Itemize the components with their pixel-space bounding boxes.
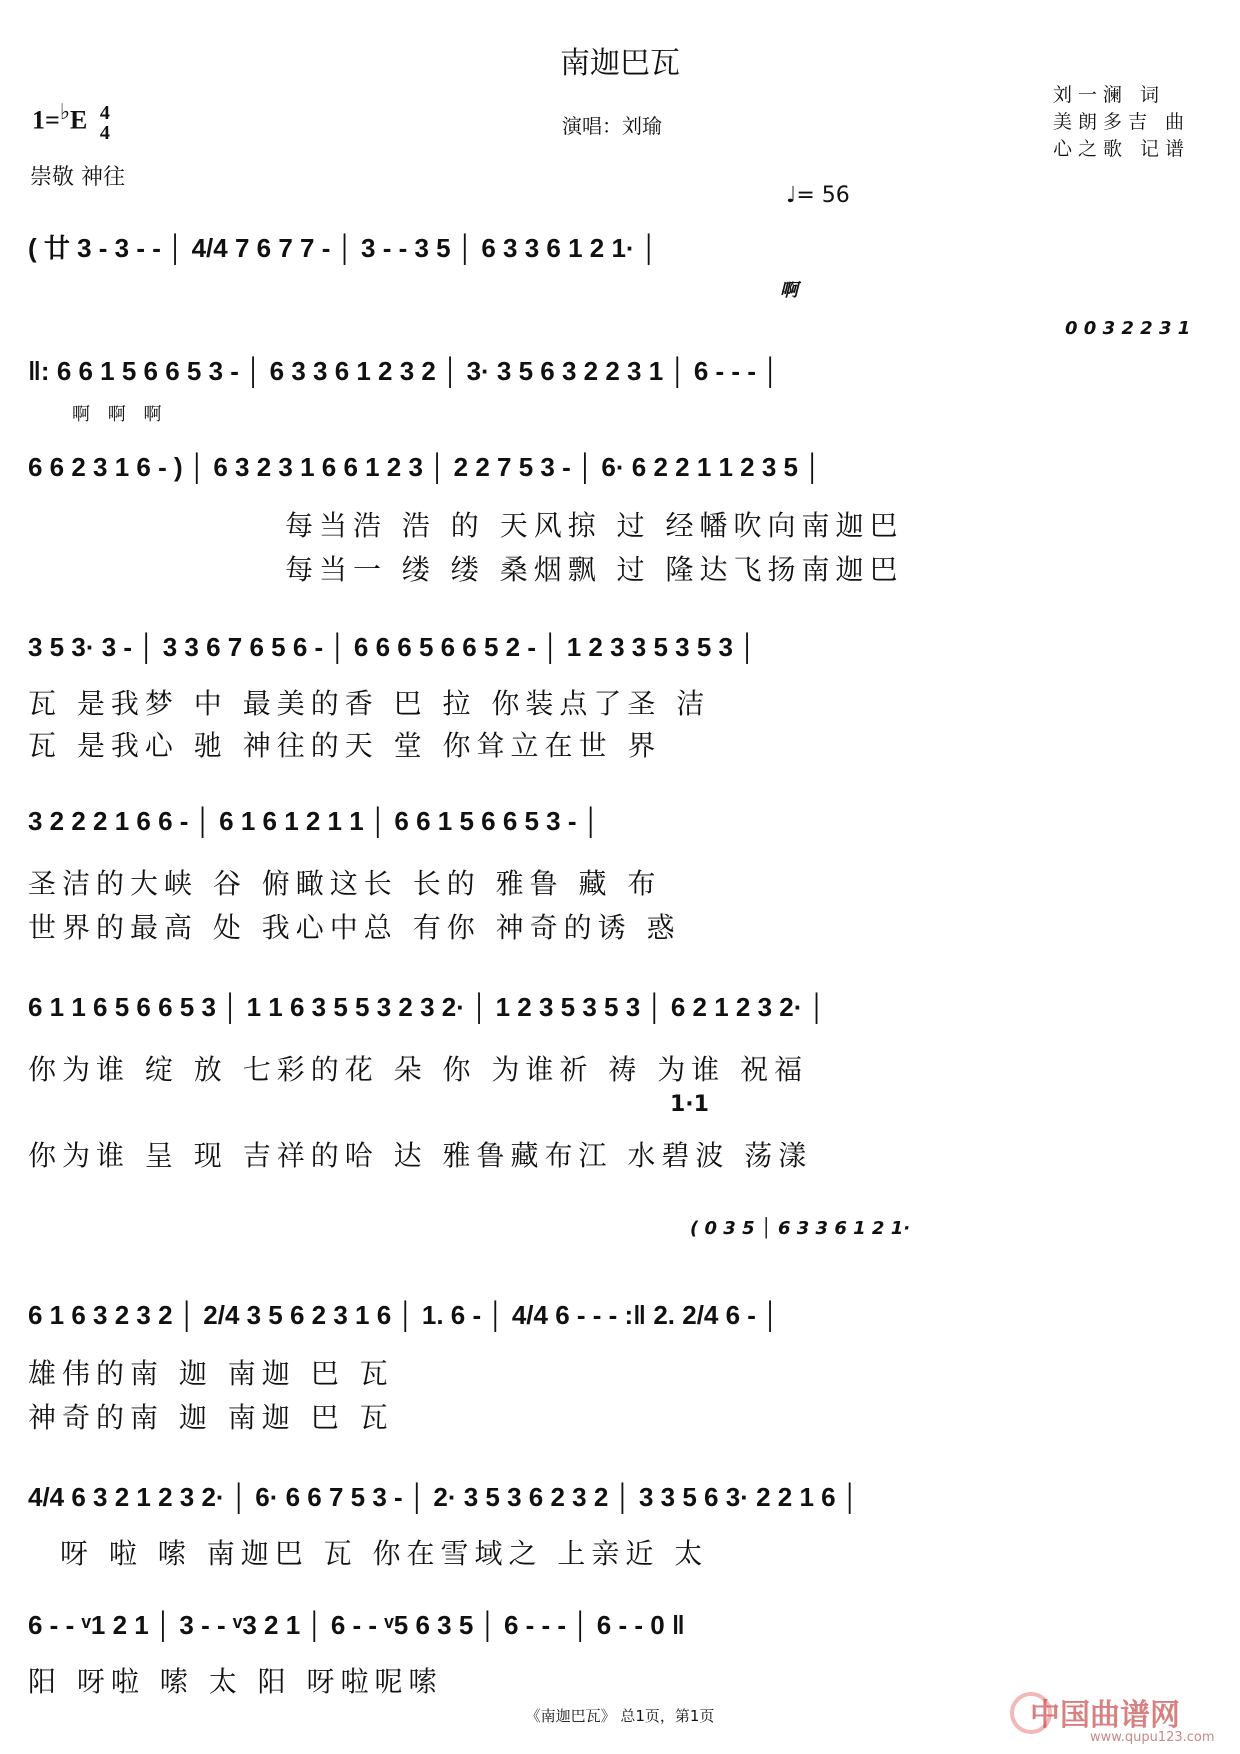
- row-9-lyric: 阳 呀啦 嗦 太 阳 呀啦呢嗦: [28, 1665, 443, 1698]
- flat-sign: ♭: [59, 100, 71, 124]
- row-4-lyric-1: 瓦 是我梦 中 最美的香 巴 拉 你装点了圣 洁: [28, 687, 711, 720]
- watermark: 中国曲谱网: [1030, 1698, 1180, 1733]
- score-row-4: 3 5 3· 3 - │ 3 3 6 7 6 5 6 - │ 6 6 6 5 6 6 5 2 - │ 1 2 3 3 5 3 5 3 │: [28, 632, 757, 662]
- time-signature: 4 4: [99, 101, 110, 144]
- tempo-mark: ♩= 56: [786, 183, 850, 208]
- score-row-6: 6 1 1 6 5 6 6 5 3 │ 1 1 6 3 5 5 3 2 3 2· │ 1 2 3 5 3 5 3 │ 6 2 1 2 3 2· │: [28, 992, 826, 1022]
- lyricist: 刘一澜 词: [1053, 84, 1166, 106]
- expression-mark: 崇敬 神往: [30, 165, 125, 190]
- key-signature: 1=♭E 4 4: [32, 100, 110, 144]
- cue-notes: 0 0 3 2 2 3 1: [1065, 318, 1191, 339]
- row-2-lyric: 啊 啊 啊: [72, 404, 168, 425]
- row-4-lyric-2: 瓦 是我心 驰 神往的天 堂 你耸立在世 界: [28, 729, 662, 762]
- score-row-5: 3 2 2 2 1 6 6 - │ 6 1 6 1 2 1 1 │ 6 6 1 5 6 6 5 3 - │: [28, 806, 600, 836]
- row-7-lyric-2: 神奇的南 迦 南迦 巴 瓦: [28, 1401, 394, 1434]
- row-5-lyric-2: 世界的最高 处 我心中总 有你 神奇的诱 惑: [28, 911, 681, 944]
- cue-phrase: ( 0 3 5 │ 6 3 3 6 1 2 1·: [690, 1218, 911, 1239]
- row-5-lyric-1: 圣洁的大峡 谷 俯瞰这长 长的 雅鲁 藏 布: [28, 867, 662, 900]
- score-row-9: 6 - - ᵛ1 2 1 │ 3 - - ᵛ3 2 1 │ 6 - - ᵛ5 6 3 5 │ 6 - - - │ 6 - - 0 ‖: [28, 1610, 685, 1640]
- composer: 美朗多吉 曲: [1053, 111, 1191, 133]
- score-row-7: 6 1 6 3 2 3 2 │ 2/4 3 5 6 2 3 1 6 │ 1. 6 - │ 4/4 6 - - - :‖ 2. 2/4 6 - │: [28, 1300, 780, 1330]
- score-row-3: 6 6 2 3 1 6 - ) │ 6 3 2 3 1 6 6 1 2 3 │ 2 2 7 5 3 - │ 6· 6 2 2 1 1 2 3 5 │: [28, 452, 822, 482]
- credits: [1053, 82, 1190, 163]
- cue-lyric: 啊: [780, 280, 798, 301]
- score-row-8: 4/4 6 3 2 1 2 3 2· │ 6· 6 6 7 5 3 - │ 2· 3 5 3 6 2 3 2 │ 3 3 5 6 3· 2 2 1 6 │: [28, 1482, 860, 1512]
- page-footer: 《南迦巴瓦》 总1页，第1页: [525, 1707, 715, 1725]
- row-8-lyric: 呀 啦 嗦 南迦巴 瓦 你在雪域之 上亲近 太: [60, 1537, 709, 1570]
- score-row-1: ( 廿 3 - 3 - - │ 4/4 7 6 7 7 - │ 3 - - 3 5 │ 6 3 3 6 1 2 1· │: [28, 233, 659, 263]
- watermark-url: www.qupu123.com: [1090, 1730, 1215, 1745]
- score-row-2: ‖: 6 6 1 5 6 6 5 3 - │ 6 3 3 6 1 2 3 2 │ 3· 3 5 6 3 2 2 3 1 │ 6 - - - │: [28, 356, 780, 386]
- row-7-lyric-1: 雄伟的南 迦 南迦 巴 瓦: [28, 1357, 394, 1390]
- row-3-lyric-2: 每当一 缕 缕 桑烟飘 过 隆达飞扬南迦巴: [285, 553, 904, 586]
- volta-number: 1·1: [670, 1092, 709, 1117]
- row-3-lyric-1: 每当浩 浩 的 天风掠 过 经幡吹向南迦巴: [285, 509, 904, 542]
- transcriber: 心之歌 记谱: [1053, 138, 1191, 160]
- page-title: 南迦巴瓦: [560, 46, 680, 81]
- singer: 演唱：刘瑜: [562, 114, 662, 138]
- row-6-lyric-2: 你为谁 呈 现 吉祥的哈 达 雅鲁藏布江 水碧波 荡漾: [28, 1139, 813, 1172]
- row-6-lyric-1: 你为谁 绽 放 七彩的花 朵 你 为谁祈 祷 为谁 祝福: [28, 1053, 809, 1086]
